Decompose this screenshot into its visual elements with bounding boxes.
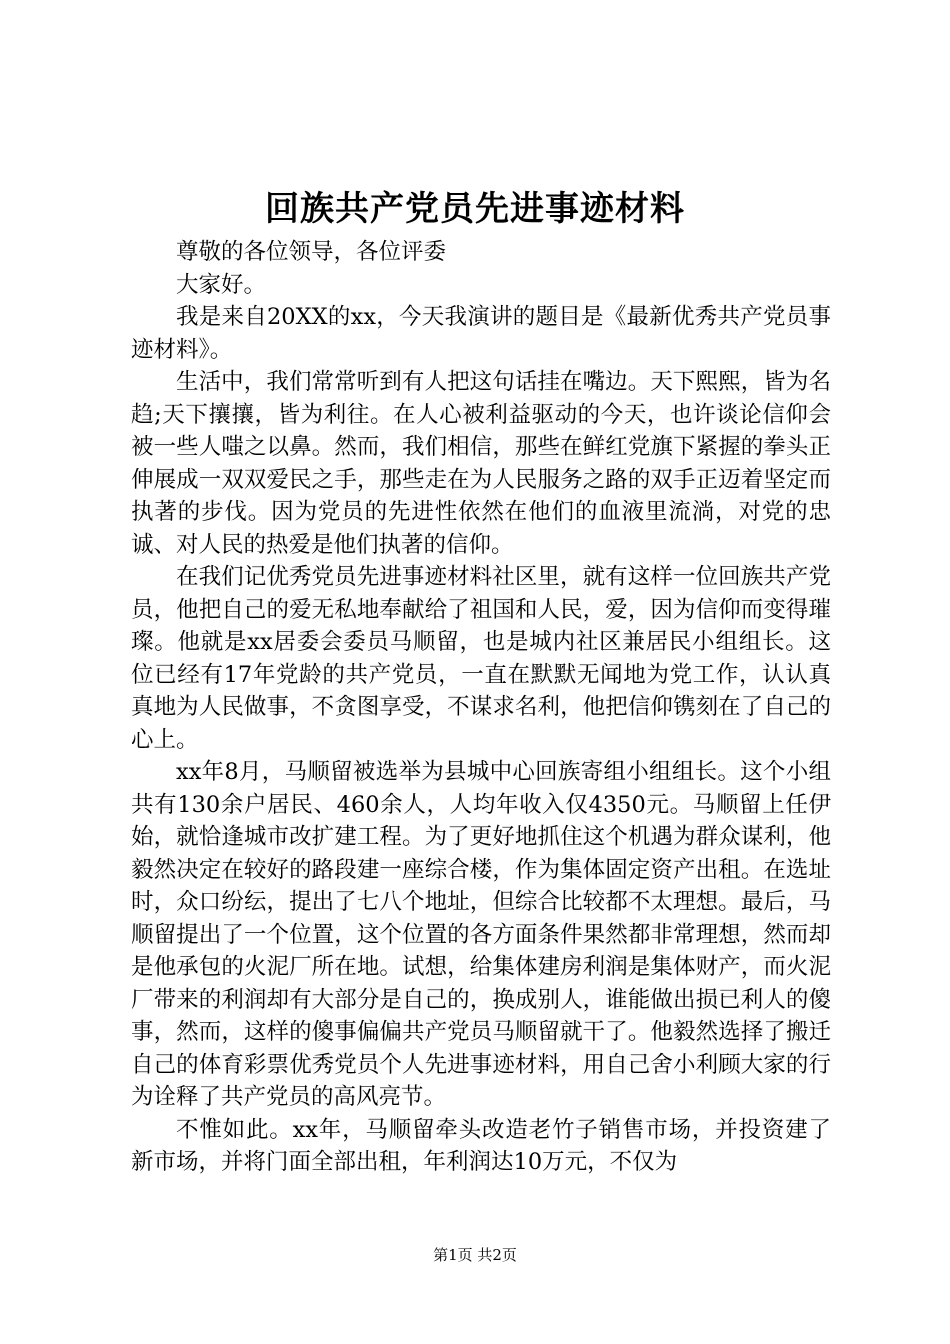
paragraph-market: 不惟如此。xx年，马顺留牵头改造老竹子销售市场，并投资建了新市场，并将门面全部出租，年利润达10万元，不仅为: [131, 1116, 831, 1175]
greeting: 大家好。: [176, 271, 267, 298]
document-title: 回族共产党员先进事迹材料: [265, 189, 685, 229]
salutation: 尊敬的各位领导，各位评委: [176, 239, 447, 265]
paragraph-introduction-of-ma: 在我们记优秀党员先进事迹材料社区里，就有这样一位回族共产党员，他把自己的爱无私地奉献给了祖国和人民，爱，因为信仰而变得璀璨。他就是xx居委会委员马顺留，也是城内社区兼居民小组组长。这位已经有17年党龄的共产党员，一直在默默无闻地为党工作，认认真真地为人民做事，不贪图享受，不谋求名利，他把信仰镌刻在了自己的心上。: [131, 564, 831, 753]
page-number-footer: 第1页 共2页: [433, 1246, 517, 1264]
paragraph-group-leader: xx年8月，马顺留被选举为县城中心回族寄组小组组长。这个小组共有130余户居民、460余人，人均年收入仅4350元。马顺留上任伊始，就恰逢城市改扩建工程。为了更好地抓住这个机遇为群众谋利，他毅然决定在较好的路段建一座综合楼，作为集体固定资产出租。在选址时，众口纷纭，提出了七八个地址，但综合比较都不太理想。最后，马顺留提出了一个位置，这个位置的各方面条件果然都非常理想，然而却是他承包的火泥厂所在地。试想，给集体建房利润是集体财产，而火泥厂带来的利润却有大部分是自己的，换成别人，谁能做出损已利人的傻事，然而，这样的傻事偏偏共产党员马顺留就干了。他毅然选择了搬迁自己的体育彩票优秀党员个人先进事迹材料，用自己舍小利顾大家的行为诠释了共产党员的高风亮节。: [131, 759, 831, 1110]
document-body: [131, 236, 831, 1179]
paragraph-intro: 我是来自20XX的xx，今天我演讲的题目是《最新优秀共产党员事迹材料》。: [131, 304, 831, 363]
paragraph-faith: 生活中，我们常常听到有人把这句话挂在嘴边。天下熙熙，皆为名趋;天下攘攘，皆为利往。在人心被利益驱动的今天，也许谈论信仰会被一些人嗤之以鼻。然而，我们相信，那些在鲜红党旗下紧握的拳头正伸展成一双双爱民之手，那些走在为人民服务之路的双手正迈着坚定而执著的步伐。因为党员的先进性依然在他们的血液里流淌，对党的忠诚、对人民的热爱是他们执著的信仰。: [131, 369, 831, 558]
